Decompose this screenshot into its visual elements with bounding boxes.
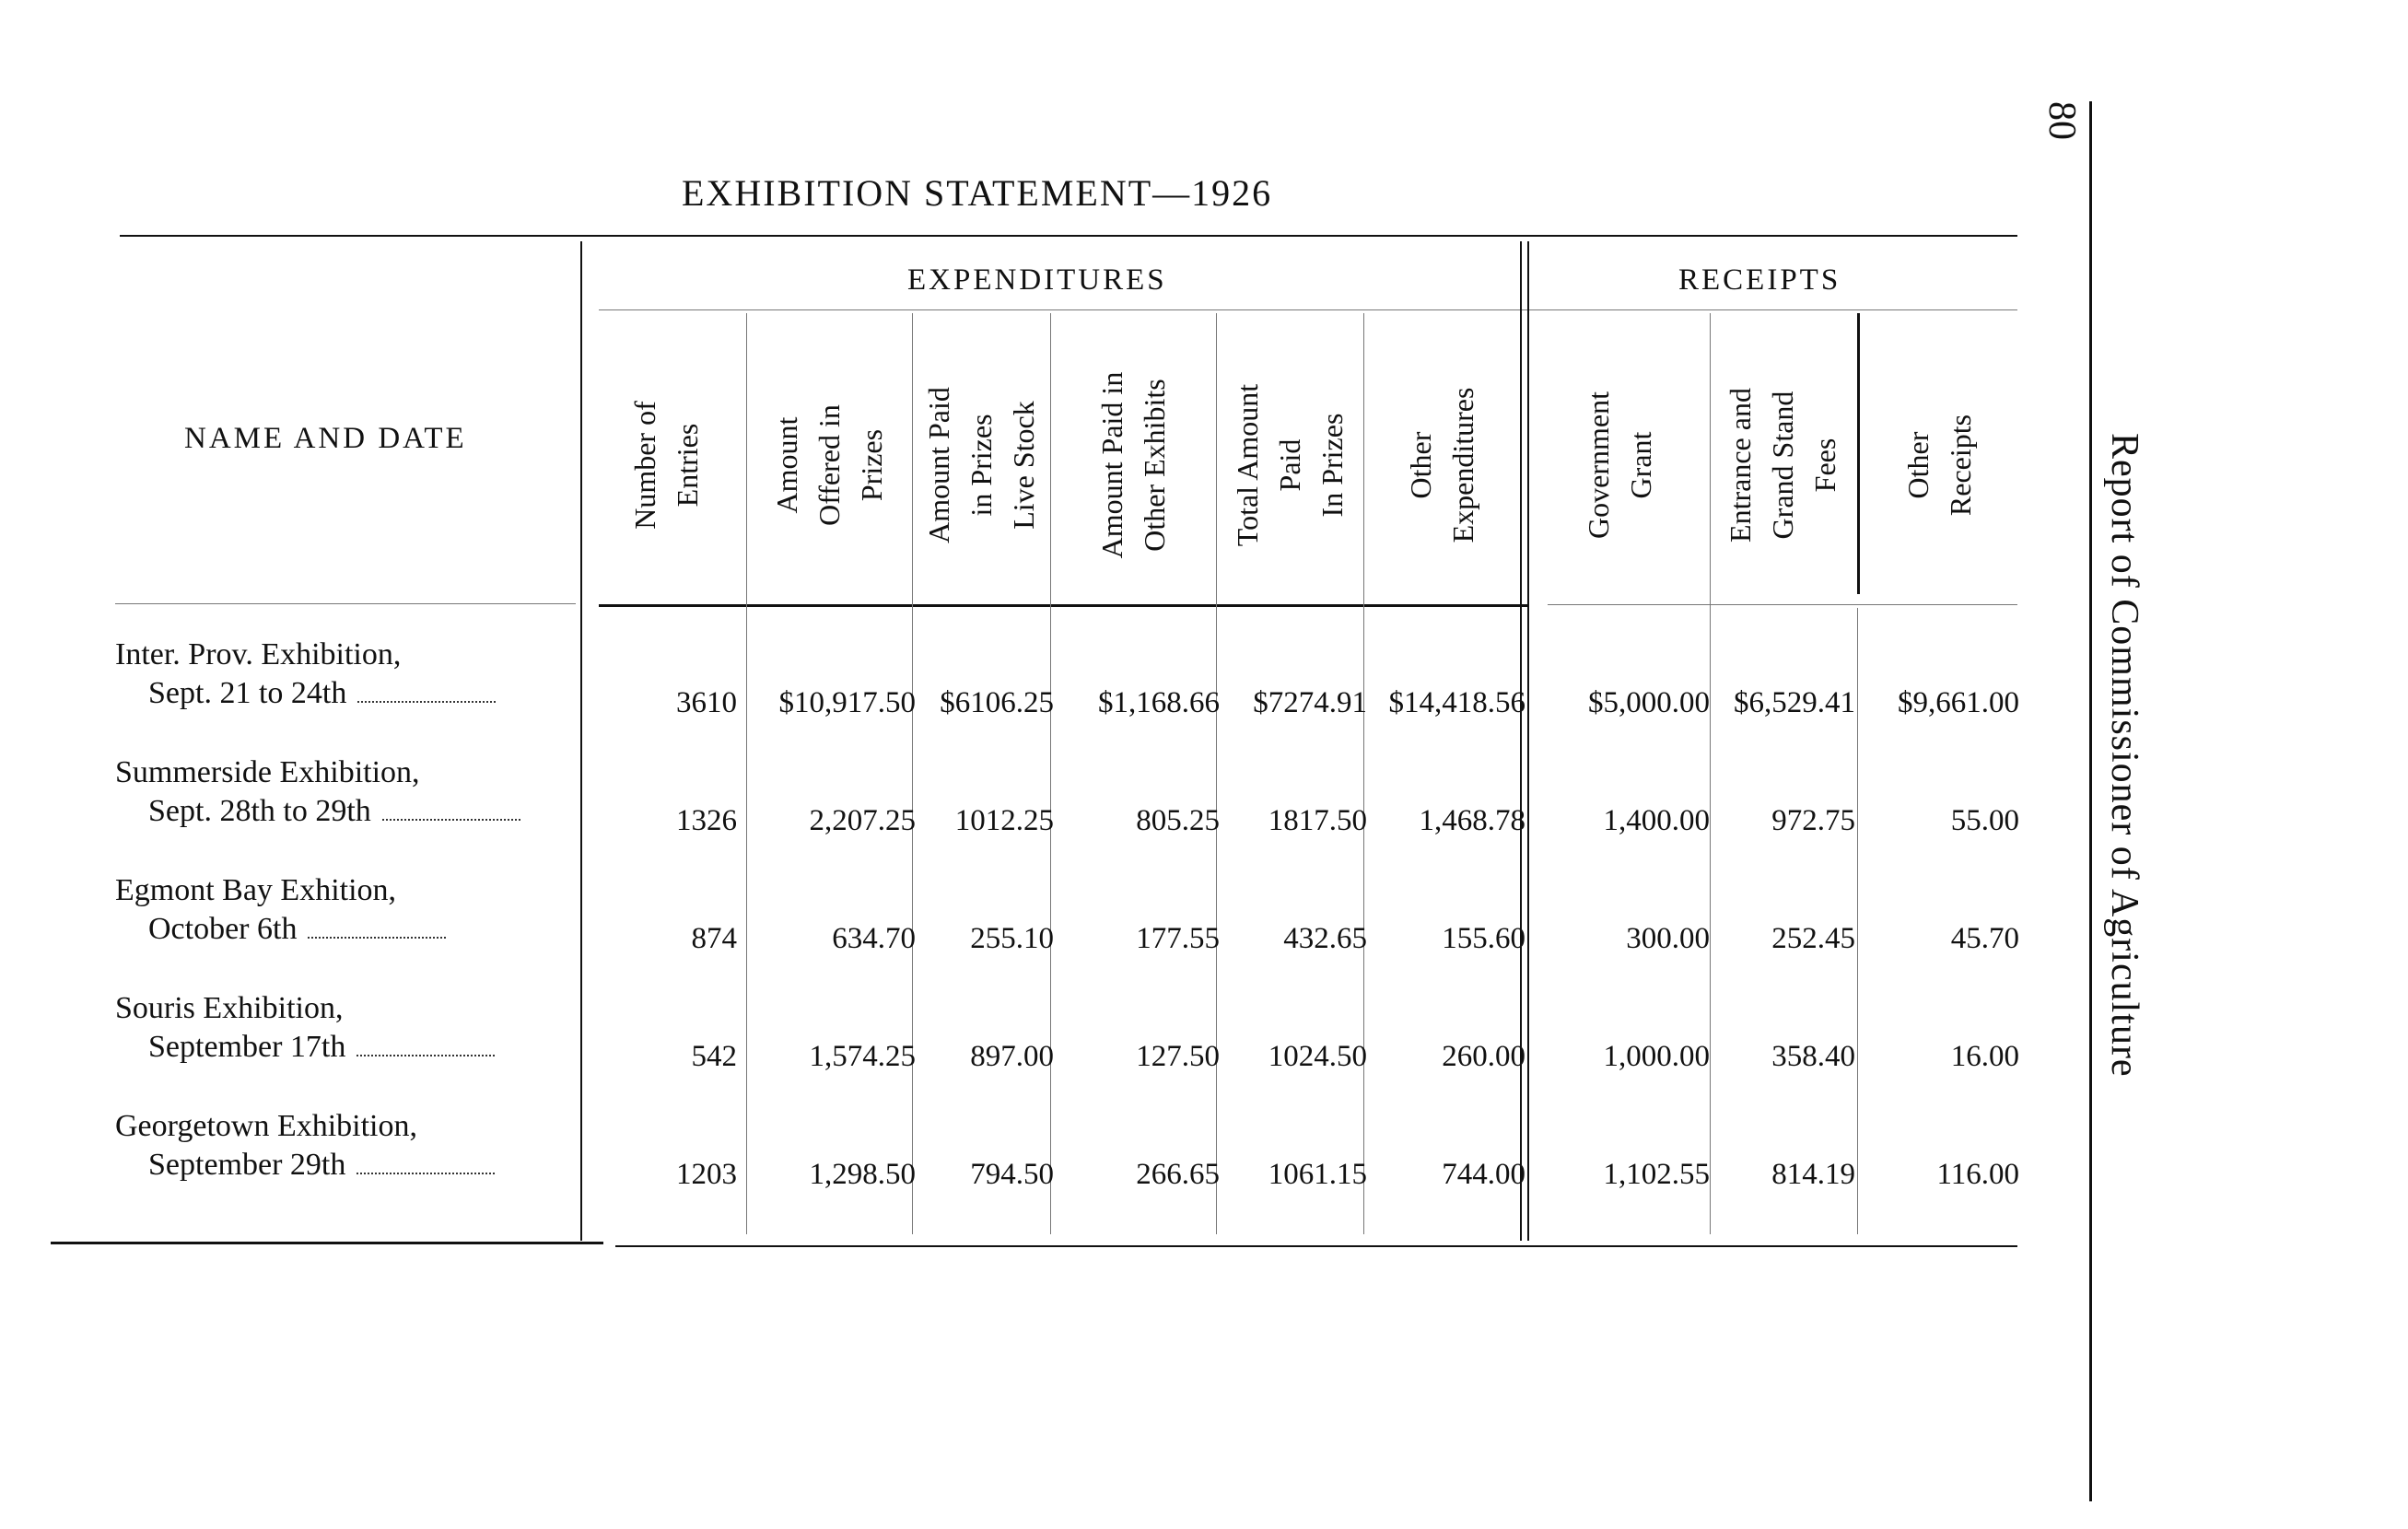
table-cell: 3610	[676, 686, 737, 719]
table-cell: 55.00	[1950, 804, 2019, 837]
running-head: Report of Commissioner of Agriculture	[2103, 433, 2145, 1078]
table-cell: 1,400.00	[1603, 804, 1710, 837]
table-cell: 255.10	[970, 922, 1054, 955]
table-cell: 127.50	[1136, 1040, 1220, 1073]
table-cell: 358.40	[1771, 1040, 1855, 1073]
table-cell: 16.00	[1950, 1040, 2019, 1073]
table-cell: 1,000.00	[1603, 1040, 1710, 1073]
column-header-government-grant: Government Grant	[1581, 391, 1657, 539]
table-cell: 1,102.55	[1603, 1158, 1710, 1191]
table-cell: 814.19	[1771, 1158, 1855, 1191]
column-header-amount-offered: Amount Offered in Prizes	[770, 404, 888, 526]
table-row-name: Summerside Exhibition, Sept. 28th to 29th	[115, 755, 520, 829]
table-row-name: Egmont Bay Exhition, October 6th	[115, 873, 446, 947]
column-header-paid-other-exhibits: Amount Paid in Other Exhibits	[1095, 371, 1171, 559]
table-cell: $6,529.41	[1734, 686, 1855, 719]
page-title: EXHIBITION STATEMENT—1926	[682, 172, 1273, 214]
name-and-date-header: NAME AND DATE	[184, 422, 467, 455]
table-cell: 634.70	[832, 922, 916, 955]
table-cell: 972.75	[1771, 804, 1855, 837]
table-cell: 177.55	[1136, 922, 1220, 955]
table-cell: 116.00	[1936, 1158, 2019, 1191]
table-row-name: Souris Exhibition, September 17th	[115, 991, 495, 1065]
table-cell: 897.00	[970, 1040, 1054, 1073]
table-row-name: Inter. Prov. Exhibition, Sept. 21 to 24th	[115, 637, 496, 711]
table-cell: 1012.25	[954, 804, 1054, 837]
table-cell: $5,000.00	[1588, 686, 1710, 719]
column-header-entries: Number of Entries	[627, 401, 704, 530]
table-cell: 794.50	[970, 1158, 1054, 1191]
receipts-header: RECEIPTS	[1678, 263, 1841, 297]
table-cell: 1326	[676, 804, 737, 837]
table-cell: 155.60	[1442, 922, 1525, 955]
table-cell: 1203	[676, 1158, 737, 1191]
column-header-entrance-fees: Entrance and Grand Stand Fees	[1724, 388, 1841, 543]
right-margin-rule	[2089, 101, 2092, 1501]
expenditures-header: EXPENDITURES	[907, 263, 1167, 297]
table-cell: 1,298.50	[809, 1158, 916, 1191]
table-row-name: Georgetown Exhibition, September 29th	[115, 1109, 495, 1183]
table-cell: 1061.15	[1268, 1158, 1367, 1191]
table-cell: $7274.91	[1253, 686, 1367, 719]
table-cell: 874	[691, 922, 737, 955]
column-header-other-expenditures: Other Expenditures	[1404, 387, 1479, 543]
table-cell: 2,207.25	[809, 804, 916, 837]
table-cell: 432.65	[1283, 922, 1367, 955]
table-cell: $1,168.66	[1098, 686, 1220, 719]
table-cell: 260.00	[1442, 1040, 1525, 1073]
table-cell: $9,661.00	[1898, 686, 2019, 719]
table-cell: $14,418.56	[1388, 686, 1525, 719]
page-number: 80	[2040, 101, 2083, 140]
table-cell: 1024.50	[1268, 1040, 1367, 1073]
table-cell: 542	[691, 1040, 737, 1073]
column-header-total-paid: Total Amount Paid In Prizes	[1231, 383, 1349, 547]
table-cell: $6106.25	[940, 686, 1054, 719]
column-header-paid-live-stock: Amount Paid in Prizes Live Stock	[922, 387, 1040, 543]
table-cell: 266.65	[1136, 1158, 1220, 1191]
table-cell: 805.25	[1136, 804, 1220, 837]
table-cell: 300.00	[1626, 922, 1710, 955]
table-cell: $10,917.50	[778, 686, 916, 719]
table-cell: 252.45	[1771, 922, 1855, 955]
table-cell: 1,468.78	[1419, 804, 1525, 837]
table-cell: 1817.50	[1268, 804, 1367, 837]
table-cell: 45.70	[1950, 922, 2019, 955]
table-cell: 744.00	[1442, 1158, 1525, 1191]
table-cell: 1,574.25	[809, 1040, 916, 1073]
column-header-other-receipts: Other Receipts	[1900, 414, 1977, 517]
